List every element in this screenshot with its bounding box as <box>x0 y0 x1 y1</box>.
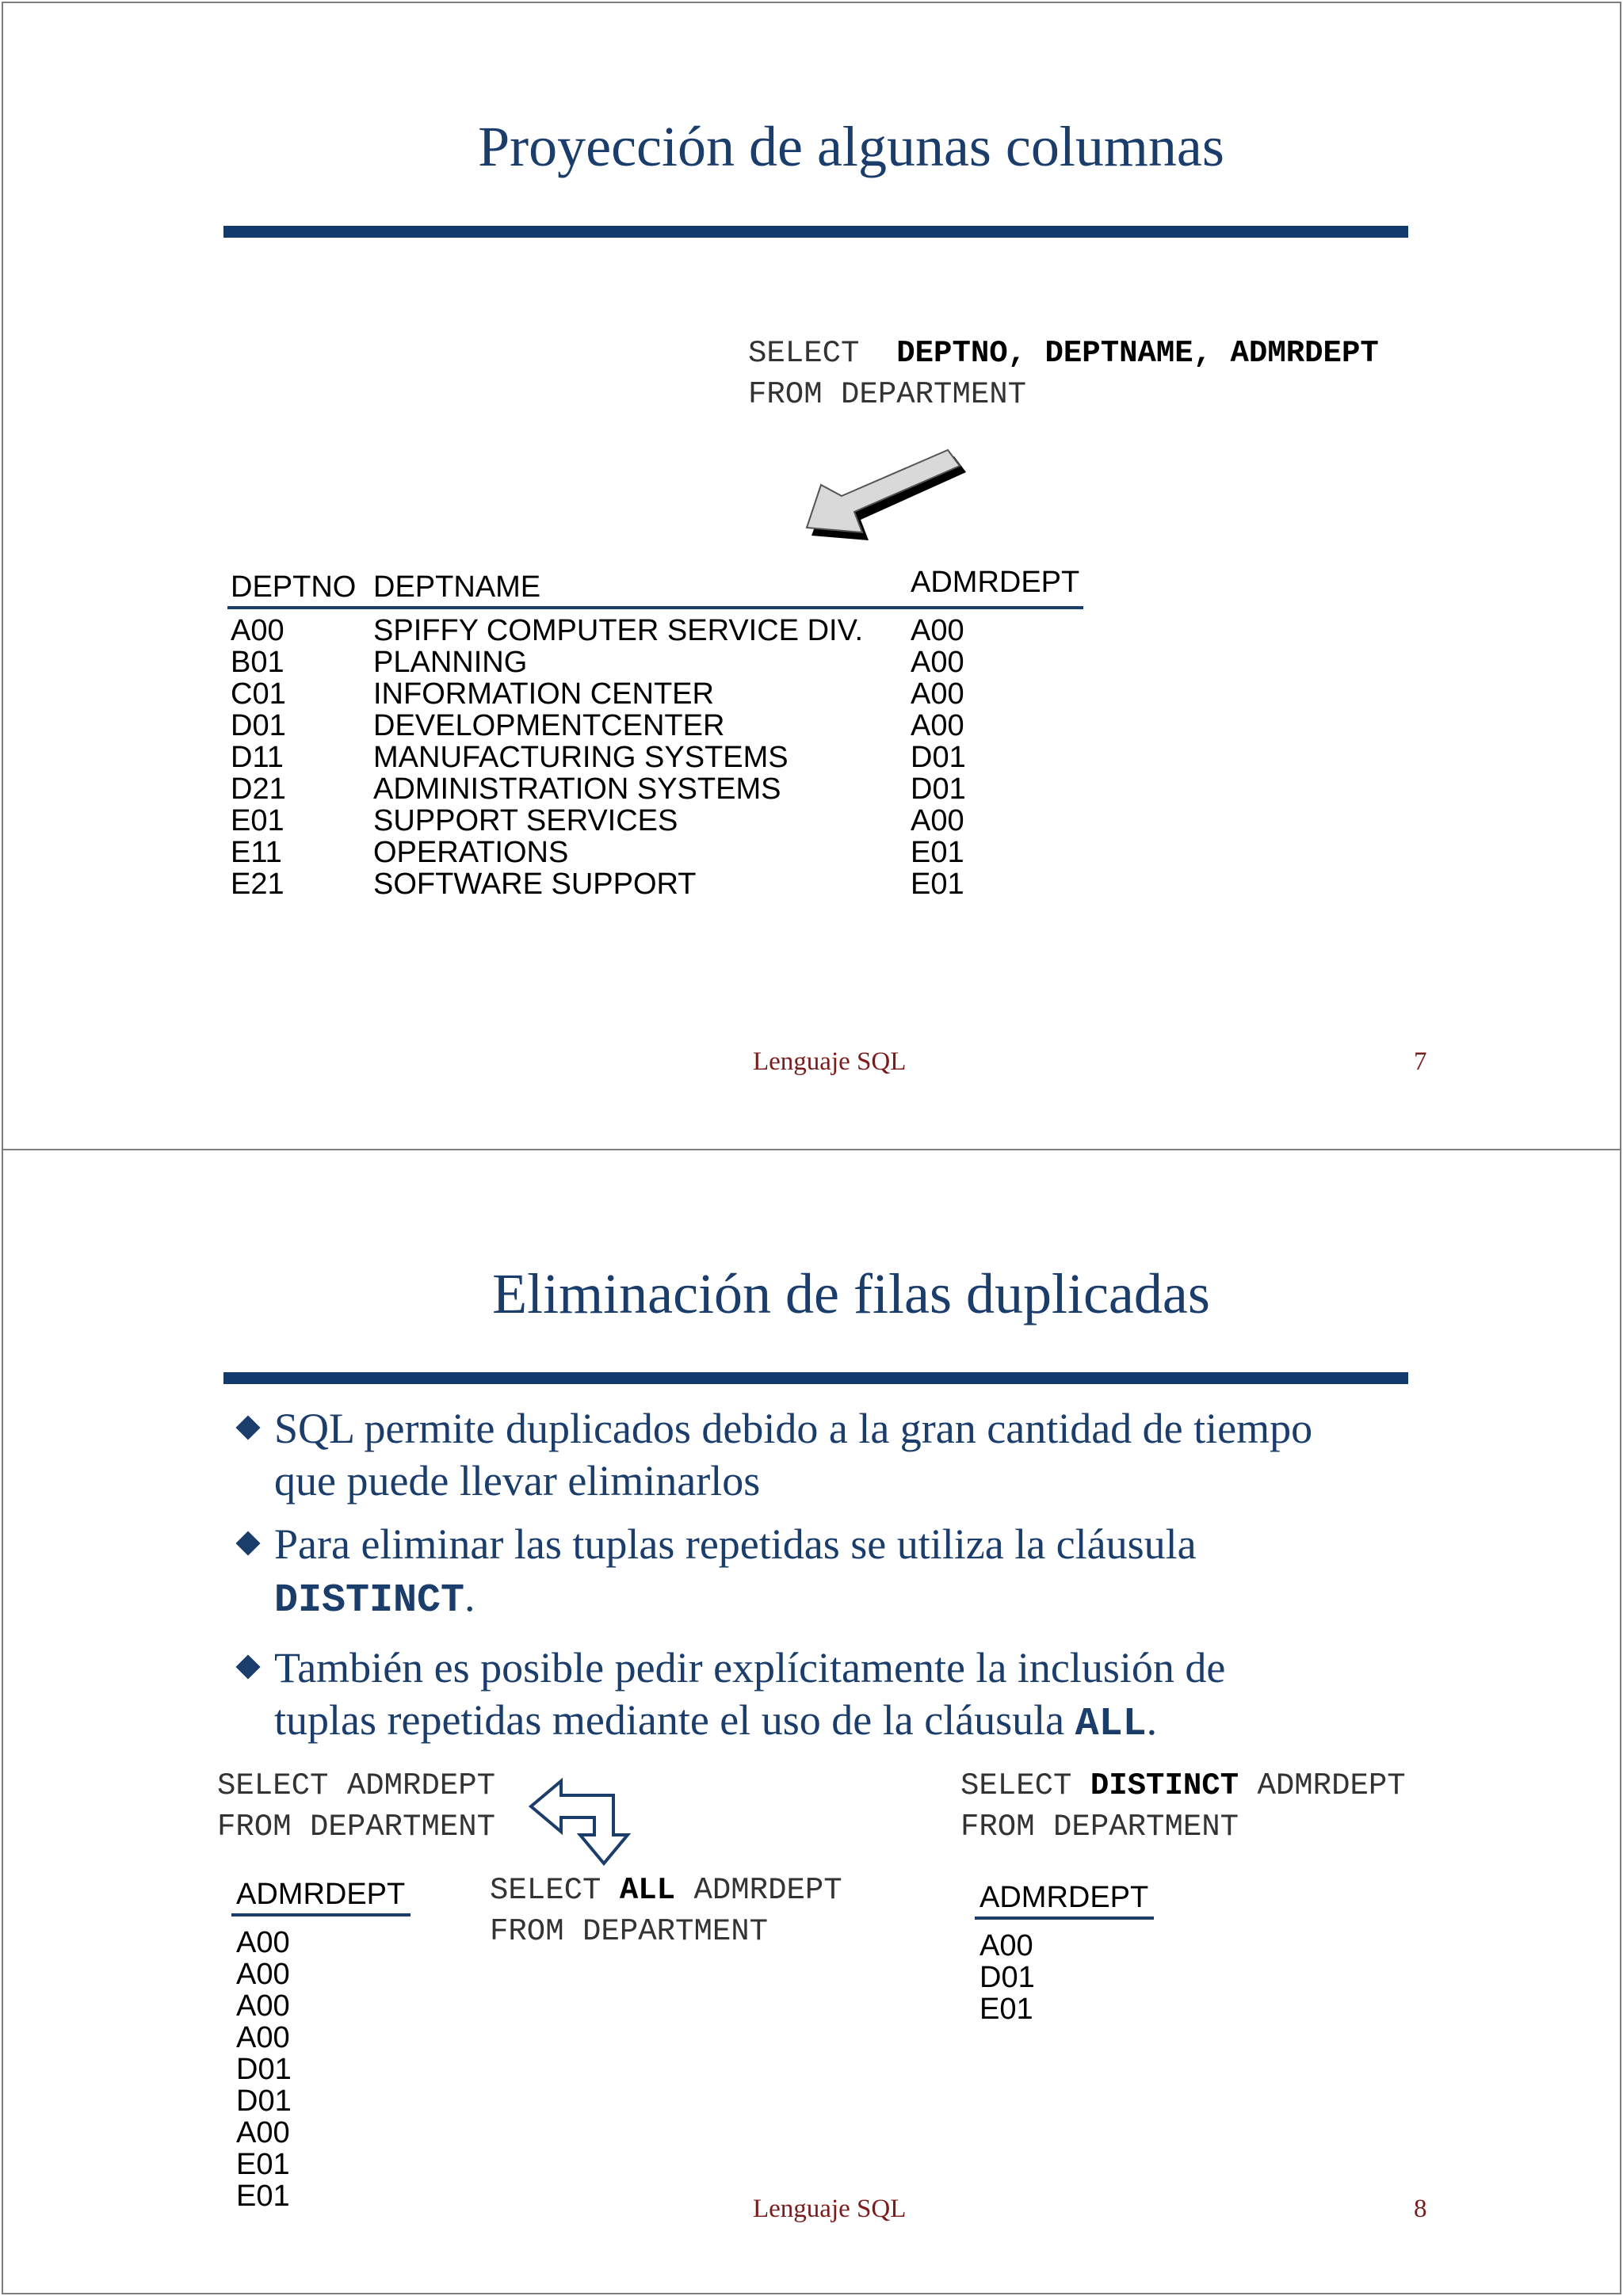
table-cell: D21 <box>231 772 286 806</box>
diamond-bullet-icon <box>235 1531 260 1555</box>
list-item: A00 <box>980 1929 1033 1962</box>
keyword-distinct: DISTINCT <box>274 1578 465 1623</box>
sql-query-all-from: FROM DEPARTMENT <box>490 1914 769 1949</box>
list-item: E01 <box>236 2148 290 2181</box>
table-cell: A00 <box>911 677 964 711</box>
bullet-line: SQL permite duplicados debido a la gran cantidad de tiempo <box>274 1405 1313 1452</box>
list-item: D01 <box>980 1961 1035 1994</box>
list-item: D01 <box>236 2053 292 2086</box>
list-item: E01 <box>236 2180 290 2213</box>
table-cell: A00 <box>911 804 964 837</box>
sql-query-all-select: SELECT ALL ADMRDEPT <box>490 1873 842 1908</box>
bullet-duplicates <box>239 1402 1460 1507</box>
list-item: A00 <box>236 1926 290 1959</box>
table-cell: INFORMATION CENTER <box>373 677 714 711</box>
bullet-line: que puede llevar eliminarlos <box>274 1457 761 1505</box>
table-cell: E01 <box>911 868 964 901</box>
table-cell: SUPPORT SERVICES <box>373 804 678 837</box>
table-cell: D01 <box>911 772 966 806</box>
diamond-bullet-icon <box>235 1415 260 1440</box>
bullet-all <box>239 1642 1460 1751</box>
result-distinct-header: ADMRDEPT <box>980 1881 1149 1914</box>
table-cell: ADMINISTRATION SYSTEMS <box>373 772 781 806</box>
sql-query-distinct-select: SELECT DISTINCT ADMRDEPT <box>960 1768 1406 1803</box>
col-header-deptno: DEPTNO <box>231 570 357 604</box>
table-cell: SPIFFY COMPUTER SERVICE DIV. <box>373 614 864 647</box>
deptname-column <box>373 615 863 900</box>
list-item: A00 <box>236 2021 290 2054</box>
keyword-all: ALL <box>1075 1702 1147 1747</box>
table-cell: OPERATIONS <box>373 836 569 869</box>
result-all-header-rule <box>231 1913 411 1917</box>
bullet-line: tuplas repetidas mediante el uso de la cláusula ALL. <box>274 1696 1158 1747</box>
page-number: 7 <box>1414 1047 1427 1076</box>
deptno-column <box>231 615 286 900</box>
table-cell: SOFTWARE SUPPORT <box>373 868 697 901</box>
sql-query-plain-select: SELECT ADMRDEPT <box>217 1768 496 1803</box>
result-distinct-header-rule <box>975 1917 1154 1920</box>
table-cell: A00 <box>911 646 964 679</box>
page-number: 8 <box>1414 2195 1427 2223</box>
bent-arrow-icon <box>526 1776 637 1871</box>
slide-footer: Lenguaje SQL <box>753 2195 907 2223</box>
slide-footer: Lenguaje SQL <box>753 1047 907 1076</box>
arrow-icon <box>804 447 986 550</box>
list-item: D01 <box>236 2084 292 2118</box>
table-cell: E21 <box>231 868 285 901</box>
bullet-line: DISTINCT. <box>274 1573 475 1623</box>
slide-7 <box>2 2 1621 1150</box>
col-header-deptname: DEPTNAME <box>373 570 541 604</box>
table-cell: E01 <box>911 836 964 869</box>
slide-title: Eliminación de filas duplicadas <box>492 1262 1210 1325</box>
table-cell: DEVELOPMENTCENTER <box>373 709 725 742</box>
sql-query-plain-from: FROM DEPARTMENT <box>217 1810 496 1844</box>
table-cell: PLANNING <box>373 646 528 679</box>
sql-query-distinct-from: FROM DEPARTMENT <box>960 1810 1239 1844</box>
table-cell: D01 <box>231 709 286 742</box>
table-cell: D01 <box>911 741 966 774</box>
slide-8 <box>2 1149 1621 2294</box>
result-all-header: ADMRDEPT <box>236 1878 406 1911</box>
sql-query-select: SELECT DEPTNO, DEPTNAME, ADMRDEPT <box>748 336 1379 371</box>
table-cell: MANUFACTURING SYSTEMS <box>373 741 789 774</box>
table-cell: E01 <box>231 804 285 837</box>
diamond-bullet-icon <box>235 1654 260 1679</box>
bullet-line: También es posible pedir explícitamente la inclusión de <box>274 1644 1226 1691</box>
list-item: A00 <box>236 1958 290 1991</box>
table-cell: C01 <box>231 677 286 711</box>
table-cell: B01 <box>231 646 285 679</box>
list-item: E01 <box>980 1993 1033 2026</box>
list-item: A00 <box>236 1989 290 2023</box>
admrdept-column <box>911 615 966 900</box>
result-all-values <box>236 1927 292 2212</box>
table-cell: A00 <box>911 614 964 647</box>
sql-query-from: FROM DEPARTMENT <box>748 377 1027 412</box>
table-cell: A00 <box>231 614 285 647</box>
table-cell: D11 <box>231 741 284 774</box>
result-distinct-values <box>980 1930 1035 2025</box>
bullet-line: Para eliminar las tuplas repetidas se utiliza la cláusula <box>274 1520 1197 1568</box>
title-rule <box>223 1372 1408 1384</box>
slide-title: Proyección de algunas columnas <box>478 115 1224 178</box>
table-cell: E11 <box>231 836 282 869</box>
col-header-admrdept: ADMRDEPT <box>911 566 1080 599</box>
bullet-distinct <box>239 1518 1460 1627</box>
title-rule <box>223 226 1408 238</box>
list-item: A00 <box>236 2116 290 2149</box>
table-header-rule <box>227 606 1083 609</box>
table-cell: A00 <box>911 709 964 742</box>
